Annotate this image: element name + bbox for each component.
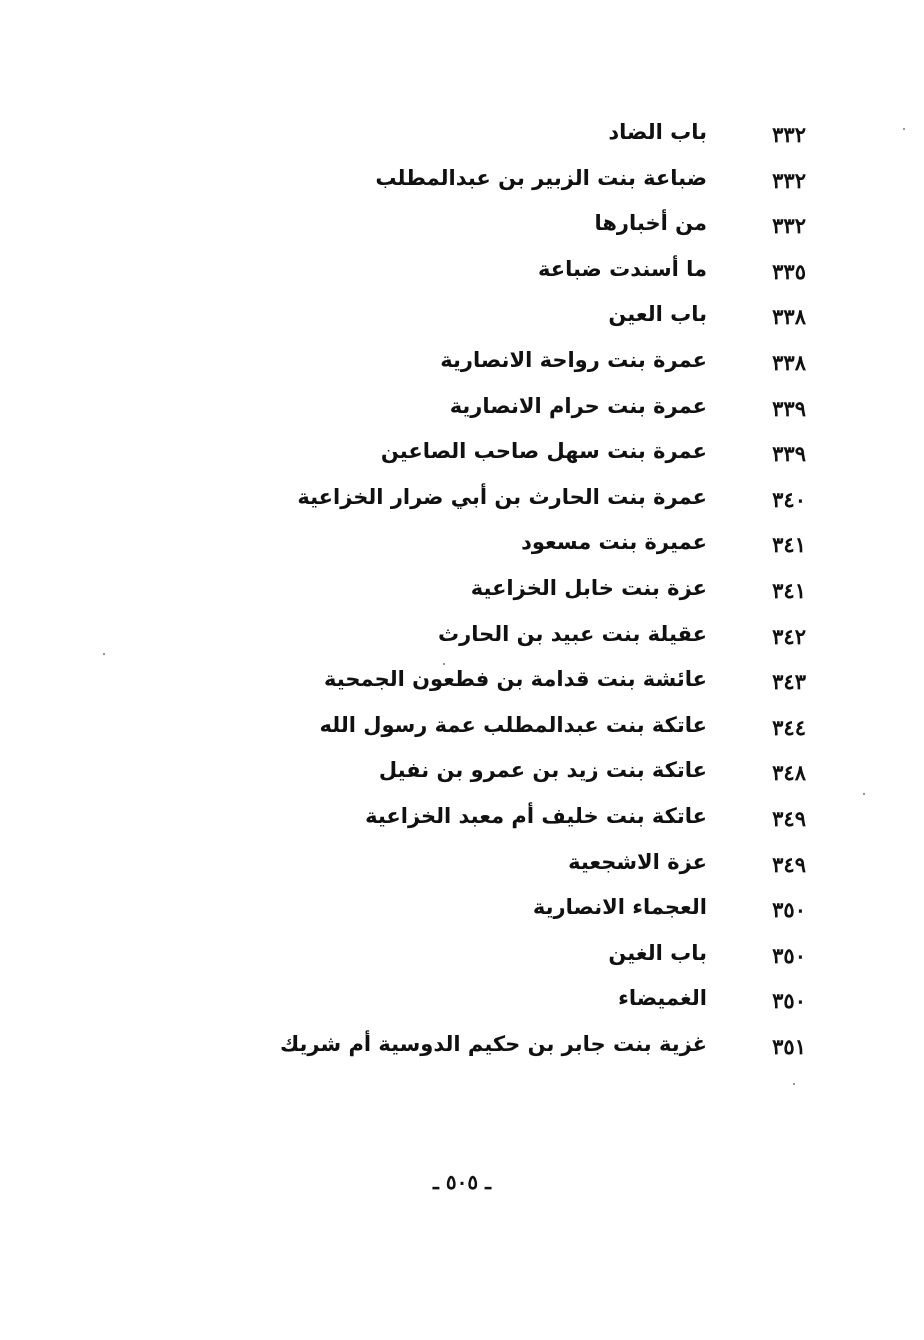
toc-row — [0, 939, 924, 985]
toc-page-number: ٣٣٢ — [772, 213, 806, 239]
toc-entry-title: عقيلة بنت عبيد بن الحارث — [438, 621, 707, 646]
scan-speck — [103, 653, 105, 655]
toc-entry-title: غزية بنت جابر بن حكيم الدوسية أم شريك — [279, 1031, 707, 1056]
toc-entry-title: عاتكة بنت عبدالمطلب عمة رسول الله — [319, 712, 707, 737]
table-of-contents — [0, 118, 924, 1075]
scan-speck — [863, 793, 865, 795]
toc-row — [0, 300, 924, 346]
toc-page-number: ٣٣٢ — [772, 122, 806, 147]
toc-page-number: ٣٣٨ — [772, 304, 806, 330]
page-number-footer: ـ ٥٠٥ ـ — [433, 1170, 491, 1194]
toc-page-number: ٣٤٢ — [772, 623, 806, 649]
scan-speck — [793, 1083, 795, 1085]
toc-row — [0, 802, 924, 848]
toc-row — [0, 528, 924, 574]
toc-entry-title: عزة بنت خابل الخزاعية — [470, 575, 707, 600]
toc-page-number: ٣٣٨ — [772, 349, 806, 375]
scan-speck — [443, 663, 445, 665]
toc-row — [0, 1030, 924, 1076]
toc-page-number: ٣٤٣ — [772, 669, 806, 695]
toc-page-number: ٣٤٤ — [772, 714, 806, 740]
toc-page-number: ٣٥١ — [772, 1033, 806, 1059]
toc-entry-title: من أخبارها — [594, 211, 707, 236]
toc-row — [0, 756, 924, 802]
toc-page-number: ٣٥٠ — [772, 942, 806, 968]
toc-page-number: ٣٤١ — [772, 577, 806, 603]
toc-page-number: ٣٣٢ — [772, 167, 806, 193]
toc-entry-title: عائشة بنت قدامة بن فطعون الجمحية — [324, 667, 707, 692]
toc-entry-title: باب الضاد — [608, 120, 707, 144]
toc-page-number: ٣٤٩ — [772, 851, 806, 877]
toc-entry-title: باب العين — [608, 302, 707, 327]
toc-row — [0, 893, 924, 939]
toc-entry-title: عاتكة بنت زيد بن عمرو بن نفيل — [378, 758, 707, 783]
toc-page-number: ٣٤٩ — [772, 805, 806, 831]
toc-entry-title: ضباعة بنت الزبير بن عبدالمطلب — [375, 165, 707, 190]
toc-entry-title: الغميضاء — [618, 986, 707, 1011]
toc-row — [0, 392, 924, 438]
toc-row — [0, 437, 924, 483]
toc-row — [0, 574, 924, 620]
toc-row — [0, 483, 924, 529]
toc-entry-title: عمرة بنت رواحة الانصارية — [440, 347, 707, 372]
toc-row — [0, 255, 924, 301]
toc-entry-title: عمرة بنت حرام الانصارية — [449, 393, 707, 418]
toc-entry-title: عمرة بنت الحارث بن أبي ضرار الخزاعية — [297, 484, 707, 509]
toc-row — [0, 209, 924, 255]
toc-row — [0, 118, 924, 164]
toc-row — [0, 984, 924, 1030]
toc-page-number: ٣٤٠ — [772, 486, 806, 512]
toc-page-number: ٣٥٠ — [772, 897, 806, 923]
toc-row — [0, 346, 924, 392]
toc-page-number: ٣٥٠ — [772, 988, 806, 1014]
toc-row — [0, 848, 924, 894]
toc-entry-title: عمرة بنت سهل صاحب الصاعين — [380, 439, 707, 464]
toc-entry-title: ما أسندت ضباعة — [538, 256, 707, 281]
toc-page-number: ٣٣٩ — [772, 395, 806, 421]
toc-row — [0, 711, 924, 757]
toc-row — [0, 164, 924, 210]
toc-entry-title: باب الغين — [608, 940, 707, 965]
scan-speck — [903, 128, 905, 130]
toc-entry-title: عاتكة بنت خليف أم معبد الخزاعية — [365, 803, 707, 828]
toc-page-number: ٣٤١ — [772, 532, 806, 558]
toc-page-number: ٣٣٥ — [772, 258, 806, 284]
toc-row — [0, 665, 924, 711]
toc-page-number: ٣٣٩ — [772, 441, 806, 467]
toc-entry-title: عزة الاشجعية — [568, 849, 707, 874]
toc-row — [0, 620, 924, 666]
toc-entry-title: العجماء الانصارية — [532, 895, 707, 920]
toc-entry-title: عميرة بنت مسعود — [521, 530, 707, 555]
toc-page-number: ٣٤٨ — [772, 760, 806, 786]
